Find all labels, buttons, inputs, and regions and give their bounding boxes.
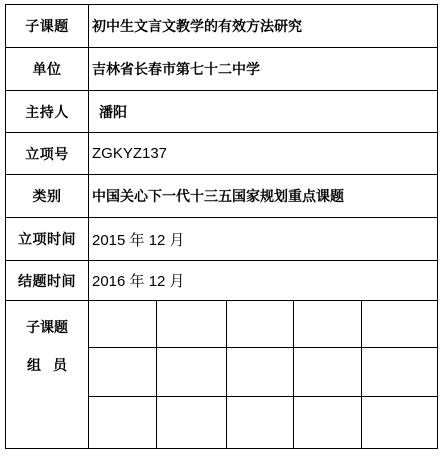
member-cell[interactable]: [294, 397, 362, 449]
value-unit: 吉林省长春市第七十二中学: [89, 48, 438, 91]
member-cell[interactable]: [157, 348, 227, 397]
label-subproject: 子课题: [6, 5, 89, 48]
value-start-date: 2015 年 12 月: [89, 218, 438, 261]
member-cell[interactable]: [227, 348, 294, 397]
row-subproject: [6, 5, 438, 48]
value-host: 潘阳: [89, 91, 438, 133]
label-members: [6, 301, 89, 449]
project-info-table: [5, 4, 438, 449]
label-end-date: 结题时间: [6, 261, 89, 301]
label-category: 类别: [6, 175, 89, 218]
member-cell[interactable]: [362, 348, 438, 397]
member-cell[interactable]: [89, 397, 157, 449]
member-cell[interactable]: [157, 397, 227, 449]
row-host: [6, 91, 438, 133]
member-row: [6, 301, 438, 348]
label-host: 主持人: [6, 91, 89, 133]
value-subproject-title: 初中生文言文教学的有效方法研究: [89, 5, 438, 48]
row-project-number: [6, 133, 438, 175]
label-unit: 单位: [6, 48, 89, 91]
member-cell[interactable]: [362, 301, 438, 348]
label-members-line2: 组员: [27, 358, 79, 374]
member-cell[interactable]: [89, 348, 157, 397]
label-members-line1: 子课题: [26, 320, 68, 336]
member-cell[interactable]: [89, 301, 157, 348]
member-cell[interactable]: [157, 301, 227, 348]
row-end-date: [6, 261, 438, 301]
member-cell[interactable]: [227, 397, 294, 449]
label-start-date: 立项时间: [6, 218, 89, 261]
value-project-number: ZGKYZ137: [89, 133, 438, 175]
member-cell[interactable]: [227, 301, 294, 348]
value-category: 中国关心下一代十三五国家规划重点课题: [89, 175, 438, 218]
label-project-number: 立项号: [6, 133, 89, 175]
row-unit: [6, 48, 438, 91]
member-cell[interactable]: [294, 348, 362, 397]
member-cell[interactable]: [294, 301, 362, 348]
member-cell[interactable]: [362, 397, 438, 449]
row-start-date: [6, 218, 438, 261]
row-category: [6, 175, 438, 218]
value-end-date: 2016 年 12 月: [89, 261, 438, 301]
